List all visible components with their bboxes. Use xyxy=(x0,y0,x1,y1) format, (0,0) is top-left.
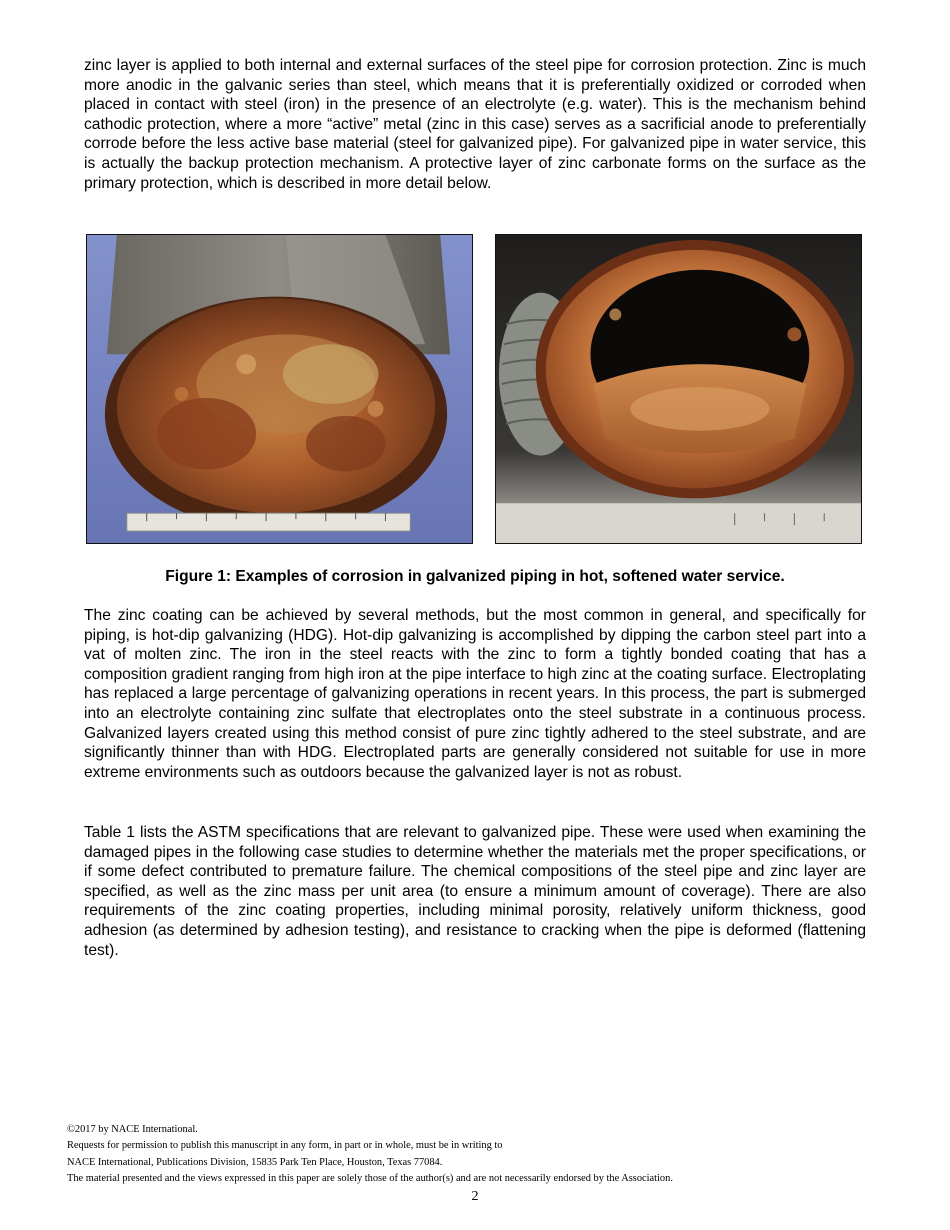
body-paragraph-2: The zinc coating can be achieved by several methods, but the most common in general, and specifically for piping, is hot-dip galvanizing (HDG). Hot-dip galvanizing is accomplished by dipping the carbon steel part into a vat of molten zinc. The iron in the steel reacts with the zinc to form a tightly bonded coating that has a composition gradient ranging from high iron at the pipe interface to high zinc at the coating surface. Electroplating has replaced a large percentage of galvanizing operations in recent years. In this process, the part is submerged into an electrolyte containing zinc sulfate that electroplates onto the steel substrate in a continuous process. Galvanized layers created using this method consist of pure zinc tightly adhered to the steel substrate, and are significantly thinner than with HDG. Electroplated parts are generally considered not suitable for use in more extreme environments such as outdoors because the galvanized layer is not as robust. xyxy=(84,607,866,781)
body-paragraph-1: zinc layer is applied to both internal and external surfaces of the steel pipe for corrosion protection. Zinc is much more anodic in the galvanic series than steel, which means that it is preferentially oxidized or corroded when placed in contact with steel (iron) in the presence of an electrolyte (e.g. water). This is the mechanism behind cathodic protection, where a more “active” metal (zinc in this case) serves as a sacrificial anode to preferentially corrode before the less active base material (steel for galvanized pipe). For galvanized pipe in water service, this is actually the backup protection mechanism. A protective layer of zinc carbonate forms on the surface as the primary protection, which is described in more detail below. xyxy=(84,57,866,192)
page-footer xyxy=(67,1122,887,1187)
corroded-pipe-illustration-right xyxy=(496,235,861,543)
page-number: 2 xyxy=(471,1189,479,1204)
footer-disclaimer: The material presented and the views expressed in this paper are solely those of the author(s) and are not necessarily endorsed by the Association. xyxy=(67,1172,673,1184)
figure-caption: Figure 1: Examples of corrosion in galvanized piping in hot, softened water service. xyxy=(165,568,785,585)
footer-permission-line-1: Requests for permission to publish this manuscript in any form, in part or in whole, must be in writing to xyxy=(67,1140,503,1152)
figure-photo-right-corroded-pipe xyxy=(495,234,862,544)
figure-photo-left-corroded-pipe xyxy=(86,234,473,544)
footer-copyright: ©2017 by NACE International. xyxy=(67,1124,198,1135)
corroded-pipe-illustration-left xyxy=(87,235,472,543)
footer-permission-line-2: NACE International, Publications Division, 15835 Park Ten Place, Houston, Texas 77084. xyxy=(67,1156,443,1168)
body-paragraph-3: Table 1 lists the ASTM specifications that are relevant to galvanized pipe. These were used when examining the damaged pipes in the following case studies to determine whether the materials met the proper specifications, or if some defect contributed to premature failure. The chemical compositions of the steel pipe and zinc layer are specified, as well as the zinc mass per unit area (to ensure a minimum amount of coverage). There are also requirements of the zinc coating properties, including minimal porosity, relatively uniform thickness, good adhesion (as determined by adhesion testing), and resistance to cracking when the pipe is deformed (flattening test). xyxy=(84,824,866,959)
